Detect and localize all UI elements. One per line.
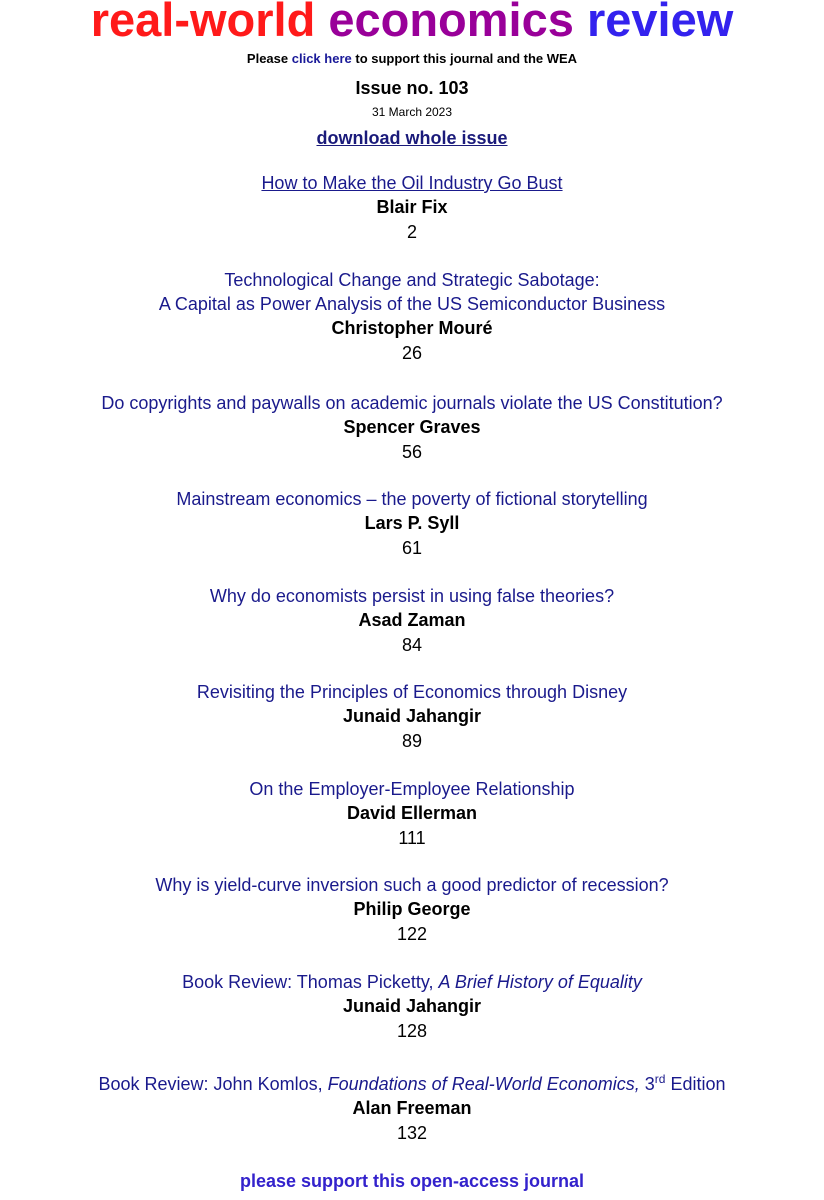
issue-number: Issue no. 103	[355, 78, 469, 98]
article-page: 128	[396, 1021, 428, 1041]
article-author: Asad Zaman	[358, 610, 466, 630]
article-entry	[0, 777, 824, 851]
article-title-link[interactable]	[0, 680, 824, 704]
article-entry	[0, 487, 824, 561]
article-author: Blair Fix	[376, 197, 448, 217]
article-title-line-2: A Capital as Power Analysis of the US Semiconductor Business	[158, 294, 666, 314]
article-title-prefix: Book Review: Thomas Picketty,	[182, 972, 439, 992]
article-title-text: Do copyrights and paywalls on academic journals violate the US Constitution?	[101, 393, 723, 413]
article-author: Lars P. Syll	[364, 513, 460, 533]
article-page: 122	[396, 924, 428, 944]
article-entry	[0, 873, 824, 947]
article-author: Junaid Jahangir	[342, 996, 482, 1016]
article-title-link[interactable]	[0, 391, 824, 415]
article-author: Junaid Jahangir	[342, 706, 482, 726]
support-journal-link[interactable]: please support this open-access journal	[239, 1171, 585, 1191]
article-author: Spencer Graves	[343, 417, 481, 437]
article-title-link[interactable]	[0, 873, 824, 897]
article-title-edition-suffix: Edition	[665, 1074, 726, 1094]
article-title-edition-number: 3	[639, 1074, 655, 1094]
article-author: David Ellerman	[346, 803, 478, 823]
article-title-text: Why do economists persist in using false theories?	[209, 586, 615, 606]
article-title-link[interactable]	[0, 487, 824, 511]
support-line	[0, 51, 824, 67]
article-title-text: Revisiting the Principles of Economics through Disney	[196, 682, 628, 702]
article-page: 61	[401, 538, 423, 558]
article-page: 56	[401, 442, 423, 462]
article-author: Philip George	[353, 899, 471, 919]
masthead-word-review: review	[586, 0, 734, 46]
article-title-text: On the Employer-Employee Relationship	[249, 779, 575, 799]
download-whole-issue-link[interactable]: download whole issue	[316, 128, 508, 148]
article-title-edition-ordinal: rd	[654, 1072, 666, 1086]
article-page: 84	[401, 635, 423, 655]
article-title-link[interactable]	[0, 584, 824, 608]
article-title-book: A Brief History of Equality	[438, 972, 642, 992]
issue-date: 31 March 2023	[371, 105, 453, 119]
article-entry	[0, 268, 824, 366]
journal-masthead	[0, 0, 824, 48]
article-title-link[interactable]	[0, 777, 824, 801]
article-entry	[0, 1072, 824, 1146]
article-entry	[0, 391, 824, 465]
article-title-text: Mainstream economics – the poverty of fictional storytelling	[176, 489, 648, 509]
article-title-link[interactable]	[0, 268, 824, 292]
article-entry	[0, 171, 824, 245]
article-page: 132	[396, 1123, 428, 1143]
support-suffix: to support this journal and the WEA	[351, 51, 578, 66]
masthead-word-real-world: real-world	[90, 0, 316, 46]
article-title-link[interactable]	[0, 1072, 824, 1096]
article-title-link[interactable]	[0, 171, 824, 195]
article-page: 89	[401, 731, 423, 751]
article-page: 26	[401, 343, 423, 363]
article-entry	[0, 970, 824, 1044]
article-title-book: Foundations of Real-World Economics,	[327, 1074, 640, 1094]
article-author: Alan Freeman	[352, 1098, 472, 1118]
support-prefix: Please	[246, 51, 292, 66]
article-entry	[0, 680, 824, 754]
article-title-line-1: Technological Change and Strategic Sabotage:	[224, 270, 600, 290]
click-here-link[interactable]: click here	[291, 51, 352, 66]
article-page: 111	[398, 828, 426, 848]
download-issue	[0, 127, 824, 149]
article-title-link[interactable]	[0, 970, 824, 994]
article-entry	[0, 584, 824, 658]
article-title-link[interactable]	[0, 292, 824, 316]
article-title-prefix: Book Review: John Komlos,	[98, 1074, 328, 1094]
article-author: Christopher Mouré	[331, 318, 493, 338]
article-title-text: How to Make the Oil Industry Go Bust	[261, 173, 563, 193]
masthead-word-economics: economics	[328, 0, 574, 46]
article-title-text: Why is yield-curve inversion such a good predictor of recession?	[155, 875, 669, 895]
article-page: 2	[406, 222, 417, 242]
